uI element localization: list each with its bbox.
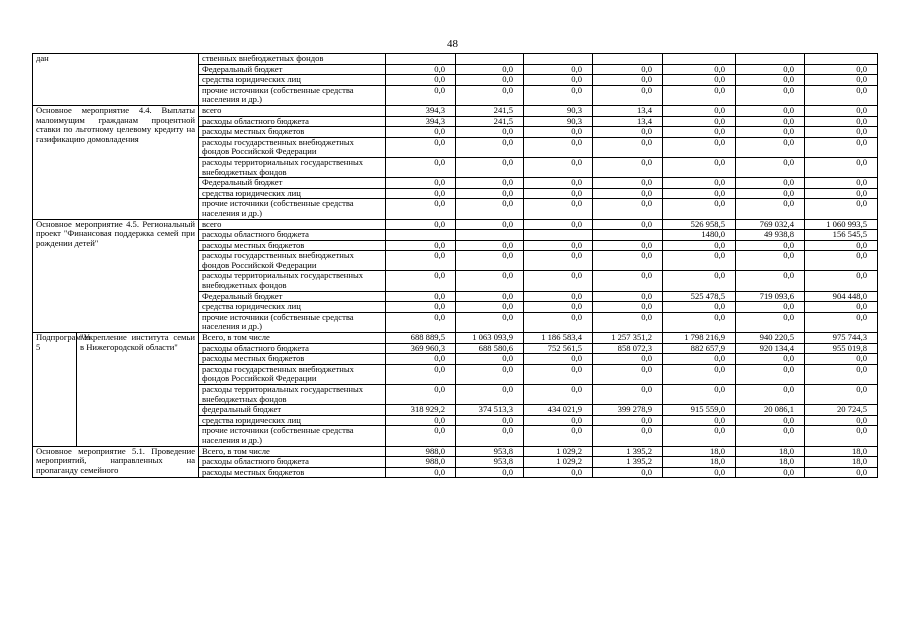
value-cell: 0,0 <box>524 199 593 219</box>
value-cell: 0,0 <box>386 415 456 426</box>
value-cell: 882 657,9 <box>663 343 736 354</box>
value-cell: 0,0 <box>736 64 805 75</box>
funding-source: федеральный бюджет <box>199 405 386 416</box>
value-cell: 953,8 <box>456 457 524 468</box>
value-cell: 0,0 <box>593 240 663 251</box>
value-cell: 0,0 <box>524 127 593 138</box>
value-cell: 858 072,3 <box>593 343 663 354</box>
funding-source: средства юридических лиц <box>199 302 386 313</box>
activity-label: Основное мероприятие 4.4. Выплаты малоимущим гражданам процентной ставки по льготному целевому кредиту на газификацию домовладения <box>33 105 199 219</box>
value-cell: 399 278,9 <box>593 405 663 416</box>
value-cell: 0,0 <box>805 251 878 271</box>
value-cell: 0,0 <box>456 312 524 332</box>
value-cell: 0,0 <box>663 85 736 105</box>
value-cell <box>456 230 524 241</box>
value-cell: 0,0 <box>524 302 593 313</box>
value-cell: 13,4 <box>593 116 663 127</box>
value-cell: 18,0 <box>736 457 805 468</box>
value-cell: 0,0 <box>736 251 805 271</box>
funding-source: расходы областного бюджета <box>199 343 386 354</box>
value-cell: 0,0 <box>663 178 736 189</box>
value-cell: 374 513,3 <box>456 405 524 416</box>
value-cell: 0,0 <box>736 105 805 116</box>
funding-source: расходы местных бюджетов <box>199 354 386 365</box>
value-cell: 18,0 <box>736 446 805 457</box>
value-cell: 394,3 <box>386 116 456 127</box>
value-cell: 0,0 <box>593 64 663 75</box>
value-cell: 13,4 <box>593 105 663 116</box>
value-cell: 0,0 <box>736 240 805 251</box>
value-cell: 156 545,5 <box>805 230 878 241</box>
value-cell: 0,0 <box>805 385 878 405</box>
value-cell: 0,0 <box>524 157 593 177</box>
value-cell: 0,0 <box>386 271 456 291</box>
value-cell: 394,3 <box>386 105 456 116</box>
value-cell: 1 029,2 <box>524 446 593 457</box>
value-cell: 0,0 <box>593 157 663 177</box>
value-cell: 0,0 <box>736 271 805 291</box>
value-cell: 0,0 <box>663 188 736 199</box>
value-cell: 18,0 <box>663 446 736 457</box>
value-cell: 988,0 <box>386 446 456 457</box>
value-cell: 0,0 <box>386 85 456 105</box>
value-cell: 18,0 <box>805 446 878 457</box>
value-cell: 0,0 <box>386 354 456 365</box>
value-cell: 988,0 <box>386 457 456 468</box>
value-cell: 0,0 <box>736 188 805 199</box>
value-cell: 1 798 216,9 <box>663 333 736 344</box>
value-cell: 0,0 <box>386 178 456 189</box>
value-cell: 0,0 <box>736 302 805 313</box>
value-cell: 0,0 <box>663 385 736 405</box>
funding-source: прочие источники (собственные средства населения и др.) <box>199 312 386 332</box>
value-cell: 0,0 <box>593 219 663 230</box>
funding-source: расходы областного бюджета <box>199 116 386 127</box>
value-cell: 90,3 <box>524 116 593 127</box>
value-cell: 0,0 <box>663 127 736 138</box>
value-cell: 0,0 <box>524 271 593 291</box>
value-cell: 0,0 <box>524 188 593 199</box>
value-cell: 0,0 <box>805 199 878 219</box>
value-cell: 0,0 <box>456 75 524 86</box>
value-cell: 0,0 <box>663 199 736 219</box>
value-cell: 0,0 <box>524 75 593 86</box>
value-cell: 0,0 <box>736 157 805 177</box>
funding-source: Всего, в том числе <box>199 333 386 344</box>
value-cell: 0,0 <box>736 137 805 157</box>
funding-source: расходы территориальных государственных внебюджетных фондов <box>199 157 386 177</box>
value-cell: 0,0 <box>593 75 663 86</box>
value-cell: 0,0 <box>386 188 456 199</box>
value-cell: 0,0 <box>736 127 805 138</box>
value-cell: 0,0 <box>805 302 878 313</box>
value-cell: 0,0 <box>593 127 663 138</box>
value-cell: 0,0 <box>593 364 663 384</box>
value-cell: 20 724,5 <box>805 405 878 416</box>
value-cell: 0,0 <box>736 426 805 446</box>
value-cell: 0,0 <box>386 64 456 75</box>
value-cell: 0,0 <box>524 240 593 251</box>
funding-source: всего <box>199 219 386 230</box>
value-cell: 0,0 <box>456 415 524 426</box>
value-cell: 0,0 <box>736 178 805 189</box>
value-cell: 920 134,4 <box>736 343 805 354</box>
value-cell: 0,0 <box>593 137 663 157</box>
value-cell: 0,0 <box>524 137 593 157</box>
table-row <box>33 219 878 230</box>
value-cell <box>593 54 663 65</box>
value-cell: 0,0 <box>663 105 736 116</box>
table-row <box>33 54 878 65</box>
value-cell: 0,0 <box>456 302 524 313</box>
value-cell: 90,3 <box>524 105 593 116</box>
value-cell: 0,0 <box>593 354 663 365</box>
value-cell: 0,0 <box>736 415 805 426</box>
value-cell <box>663 54 736 65</box>
value-cell: 0,0 <box>593 199 663 219</box>
funding-source: Всего, в том числе <box>199 446 386 457</box>
value-cell: 0,0 <box>386 291 456 302</box>
value-cell: 0,0 <box>663 415 736 426</box>
activity-label: Основное мероприятие 4.5. Региональный проект "Финансовая поддержка семей при рождении детей" <box>33 219 199 333</box>
value-cell: 526 958,5 <box>663 219 736 230</box>
value-cell <box>524 230 593 241</box>
value-cell <box>386 230 456 241</box>
value-cell: 0,0 <box>456 385 524 405</box>
value-cell: 0,0 <box>524 312 593 332</box>
value-cell: 0,0 <box>663 75 736 86</box>
value-cell: 0,0 <box>524 291 593 302</box>
value-cell: 0,0 <box>386 385 456 405</box>
value-cell: 0,0 <box>524 467 593 478</box>
value-cell: 752 561,5 <box>524 343 593 354</box>
value-cell: 904 448,0 <box>805 291 878 302</box>
value-cell: 0,0 <box>663 354 736 365</box>
value-cell: 0,0 <box>663 251 736 271</box>
funding-source: всего <box>199 105 386 116</box>
value-cell: 241,5 <box>456 116 524 127</box>
value-cell: 0,0 <box>736 85 805 105</box>
value-cell: 0,0 <box>456 251 524 271</box>
value-cell: 0,0 <box>386 75 456 86</box>
funding-source: расходы территориальных государственных внебюджетных фондов <box>199 385 386 405</box>
value-cell: 18,0 <box>663 457 736 468</box>
value-cell: 0,0 <box>593 385 663 405</box>
value-cell: 0,0 <box>593 85 663 105</box>
value-cell: 0,0 <box>386 240 456 251</box>
value-cell: 0,0 <box>456 199 524 219</box>
value-cell: 0,0 <box>456 157 524 177</box>
funding-source: расходы областного бюджета <box>199 457 386 468</box>
value-cell: 0,0 <box>456 219 524 230</box>
funding-source: ственных внебюджетных фондов <box>199 54 386 65</box>
table-row <box>33 446 878 457</box>
value-cell: 1 029,2 <box>524 457 593 468</box>
value-cell: 769 032,4 <box>736 219 805 230</box>
value-cell: 1480,0 <box>663 230 736 241</box>
value-cell: 434 021,9 <box>524 405 593 416</box>
value-cell: 0,0 <box>524 219 593 230</box>
value-cell: 0,0 <box>456 64 524 75</box>
funding-source: Федеральный бюджет <box>199 64 386 75</box>
value-cell: 0,0 <box>386 426 456 446</box>
value-cell: 0,0 <box>736 467 805 478</box>
activity-label: дан <box>33 54 199 106</box>
value-cell: 0,0 <box>524 426 593 446</box>
value-cell: 0,0 <box>736 354 805 365</box>
value-cell: 0,0 <box>805 127 878 138</box>
value-cell: 49 938,8 <box>736 230 805 241</box>
value-cell: 0,0 <box>456 354 524 365</box>
value-cell: 0,0 <box>663 271 736 291</box>
table-row <box>33 105 878 116</box>
value-cell: 0,0 <box>524 64 593 75</box>
value-cell: 525 478,5 <box>663 291 736 302</box>
value-cell: 369 960,3 <box>386 343 456 354</box>
value-cell: 1 063 093,9 <box>456 333 524 344</box>
value-cell: 0,0 <box>805 354 878 365</box>
value-cell: 1 395,2 <box>593 457 663 468</box>
value-cell: 0,0 <box>386 137 456 157</box>
value-cell: 0,0 <box>456 467 524 478</box>
page-number: 48 <box>447 38 458 50</box>
value-cell: 0,0 <box>456 240 524 251</box>
value-cell: 0,0 <box>386 302 456 313</box>
value-cell: 0,0 <box>663 64 736 75</box>
value-cell: 0,0 <box>456 426 524 446</box>
value-cell: 688 889,5 <box>386 333 456 344</box>
value-cell: 0,0 <box>805 467 878 478</box>
value-cell: 0,0 <box>524 385 593 405</box>
value-cell: 0,0 <box>593 188 663 199</box>
funding-source: Федеральный бюджет <box>199 178 386 189</box>
value-cell: 0,0 <box>456 188 524 199</box>
value-cell: 241,5 <box>456 105 524 116</box>
value-cell <box>593 230 663 241</box>
value-cell: 975 744,3 <box>805 333 878 344</box>
value-cell: 0,0 <box>524 354 593 365</box>
activity-label: Основное мероприятие 5.1. Проведение мероприятий, направленных на пропаганду семейного <box>33 446 199 478</box>
value-cell: 0,0 <box>805 157 878 177</box>
value-cell: 0,0 <box>805 188 878 199</box>
value-cell: 0,0 <box>456 291 524 302</box>
value-cell: 1 060 993,5 <box>805 219 878 230</box>
value-cell: 0,0 <box>456 85 524 105</box>
value-cell: 0,0 <box>736 385 805 405</box>
value-cell: 0,0 <box>593 312 663 332</box>
value-cell: 0,0 <box>593 415 663 426</box>
value-cell: 0,0 <box>805 178 878 189</box>
value-cell: 0,0 <box>524 85 593 105</box>
value-cell: 0,0 <box>386 157 456 177</box>
value-cell: 0,0 <box>736 116 805 127</box>
value-cell: 0,0 <box>805 137 878 157</box>
value-cell: 0,0 <box>593 178 663 189</box>
funding-source: прочие источники (собственные средства населения и др.) <box>199 426 386 446</box>
value-cell: 0,0 <box>805 415 878 426</box>
value-cell: 0,0 <box>456 137 524 157</box>
funding-source: расходы государственных внебюджетных фондов Российской Федерации <box>199 364 386 384</box>
funding-source: расходы местных бюджетов <box>199 240 386 251</box>
funding-source: средства юридических лиц <box>199 415 386 426</box>
value-cell: 0,0 <box>386 199 456 219</box>
value-cell: 0,0 <box>805 64 878 75</box>
value-cell: 0,0 <box>663 116 736 127</box>
value-cell: 0,0 <box>386 364 456 384</box>
value-cell: 0,0 <box>456 271 524 291</box>
value-cell: 1 257 351,2 <box>593 333 663 344</box>
value-cell: 0,0 <box>663 426 736 446</box>
funding-source: Федеральный бюджет <box>199 291 386 302</box>
table-row <box>33 333 878 344</box>
funding-source: расходы территориальных государственных внебюджетных фондов <box>199 271 386 291</box>
value-cell: 0,0 <box>456 178 524 189</box>
funding-source: прочие источники (собственные средства населения и др.) <box>199 85 386 105</box>
value-cell: 0,0 <box>386 127 456 138</box>
funding-source: расходы государственных внебюджетных фондов Российской Федерации <box>199 251 386 271</box>
value-cell: 0,0 <box>663 302 736 313</box>
funding-source: средства юридических лиц <box>199 75 386 86</box>
value-cell: 0,0 <box>593 467 663 478</box>
value-cell: 0,0 <box>805 240 878 251</box>
value-cell: 0,0 <box>805 75 878 86</box>
value-cell: 0,0 <box>736 199 805 219</box>
value-cell: 0,0 <box>593 271 663 291</box>
value-cell: 0,0 <box>386 312 456 332</box>
value-cell <box>386 54 456 65</box>
value-cell: 0,0 <box>663 240 736 251</box>
value-cell: 0,0 <box>805 271 878 291</box>
funding-source: средства юридических лиц <box>199 188 386 199</box>
value-cell: 0,0 <box>663 157 736 177</box>
value-cell: 719 093,6 <box>736 291 805 302</box>
value-cell <box>805 54 878 65</box>
value-cell: 0,0 <box>805 116 878 127</box>
value-cell: 953,8 <box>456 446 524 457</box>
value-cell: 0,0 <box>736 364 805 384</box>
funding-source: прочие источники (собственные средства населения и др.) <box>199 199 386 219</box>
program-label: Подпрограмма 5 <box>33 333 77 447</box>
value-cell: 318 929,2 <box>386 405 456 416</box>
budget-table <box>32 53 878 478</box>
value-cell: 18,0 <box>805 457 878 468</box>
value-cell: 0,0 <box>456 364 524 384</box>
value-cell: 0,0 <box>524 415 593 426</box>
value-cell: 20 086,1 <box>736 405 805 416</box>
value-cell: 0,0 <box>736 75 805 86</box>
value-cell: 1 395,2 <box>593 446 663 457</box>
value-cell: 955 019,8 <box>805 343 878 354</box>
value-cell: 0,0 <box>456 127 524 138</box>
value-cell: 0,0 <box>524 364 593 384</box>
funding-source: расходы областного бюджета <box>199 230 386 241</box>
value-cell: 0,0 <box>805 312 878 332</box>
value-cell: 0,0 <box>593 426 663 446</box>
value-cell: 0,0 <box>593 291 663 302</box>
value-cell: 940 220,5 <box>736 333 805 344</box>
value-cell: 0,0 <box>805 426 878 446</box>
value-cell: 0,0 <box>386 251 456 271</box>
value-cell <box>456 54 524 65</box>
value-cell: 915 559,0 <box>663 405 736 416</box>
funding-source: расходы государственных внебюджетных фондов Российской Федерации <box>199 137 386 157</box>
value-cell: 0,0 <box>593 302 663 313</box>
value-cell: 0,0 <box>805 85 878 105</box>
value-cell: 0,0 <box>663 137 736 157</box>
value-cell: 0,0 <box>663 364 736 384</box>
funding-source: расходы местных бюджетов <box>199 467 386 478</box>
value-cell: 0,0 <box>736 312 805 332</box>
value-cell: 1 186 583,4 <box>524 333 593 344</box>
value-cell: 688 580,6 <box>456 343 524 354</box>
value-cell: 0,0 <box>524 251 593 271</box>
program-title: "Укрепление института семьи в Нижегородской области" <box>77 333 199 447</box>
value-cell <box>736 54 805 65</box>
value-cell: 0,0 <box>386 467 456 478</box>
value-cell: 0,0 <box>805 105 878 116</box>
value-cell: 0,0 <box>386 219 456 230</box>
value-cell: 0,0 <box>663 467 736 478</box>
value-cell: 0,0 <box>663 312 736 332</box>
value-cell: 0,0 <box>524 178 593 189</box>
funding-source: расходы местных бюджетов <box>199 127 386 138</box>
value-cell <box>524 54 593 65</box>
value-cell: 0,0 <box>593 251 663 271</box>
value-cell: 0,0 <box>805 364 878 384</box>
